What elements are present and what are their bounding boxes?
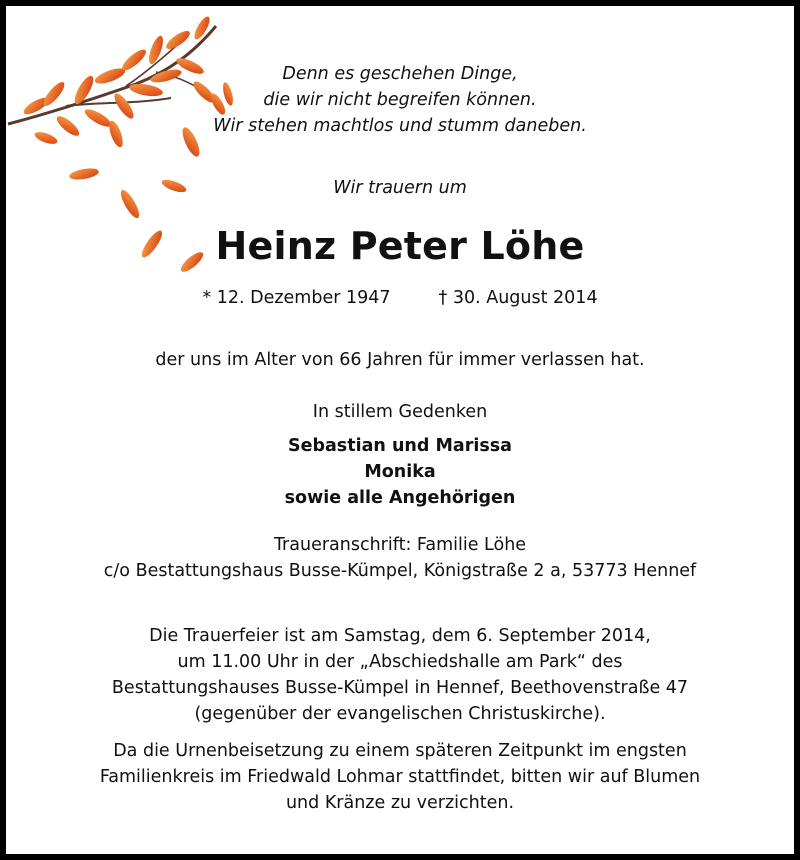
mourner-line: Sebastian und Marissa xyxy=(288,436,512,456)
deceased-name: Heinz Peter Löhe xyxy=(215,224,585,268)
obituary-card xyxy=(6,6,794,854)
address-line-2: c/o Bestattungshaus Busse-Kümpel, Königstraße 2 a, 53773 Hennef xyxy=(103,561,697,581)
birth-date: * 12. Dezember 1947 xyxy=(202,288,391,308)
life-dates xyxy=(6,288,794,308)
quote-line-1: Denn es geschehen Dinge, xyxy=(282,64,518,84)
intro-text: Wir trauern um xyxy=(333,178,467,198)
address-line-1: Traueranschrift: Familie Löhe xyxy=(273,535,527,555)
death-date: † 30. August 2014 xyxy=(438,288,598,308)
ceremony-line: um 11.00 Uhr in der „Abschiedshalle am Park“ des xyxy=(177,652,623,672)
mourner-line: Monika xyxy=(364,462,436,482)
urn-note-line: und Kränze zu verzichten. xyxy=(285,793,515,813)
urn-note-line: Familienkreis im Friedwald Lohmar stattfindet, bitten wir auf Blumen xyxy=(99,767,701,787)
ceremony-line: (gegenüber der evangelischen Christuskirche). xyxy=(194,704,606,724)
urn-note-line: Da die Urnenbeisetzung zu einem späteren Zeitpunkt im engsten xyxy=(113,741,687,761)
ceremony-line: Bestattungshauses Busse-Kümpel in Hennef, Beethovenstraße 47 xyxy=(111,678,689,698)
ceremony-line: Die Trauerfeier ist am Samstag, dem 6. September 2014, xyxy=(149,626,651,646)
quote-line-2: die wir nicht begreifen können. xyxy=(263,90,537,110)
age-line: der uns im Alter von 66 Jahren für immer verlassen hat. xyxy=(155,350,645,370)
remembrance-text: In stillem Gedenken xyxy=(312,402,488,422)
mourner-line: sowie alle Angehörigen xyxy=(284,488,516,508)
quote-line-3: Wir stehen machtlos und stumm daneben. xyxy=(213,116,587,136)
